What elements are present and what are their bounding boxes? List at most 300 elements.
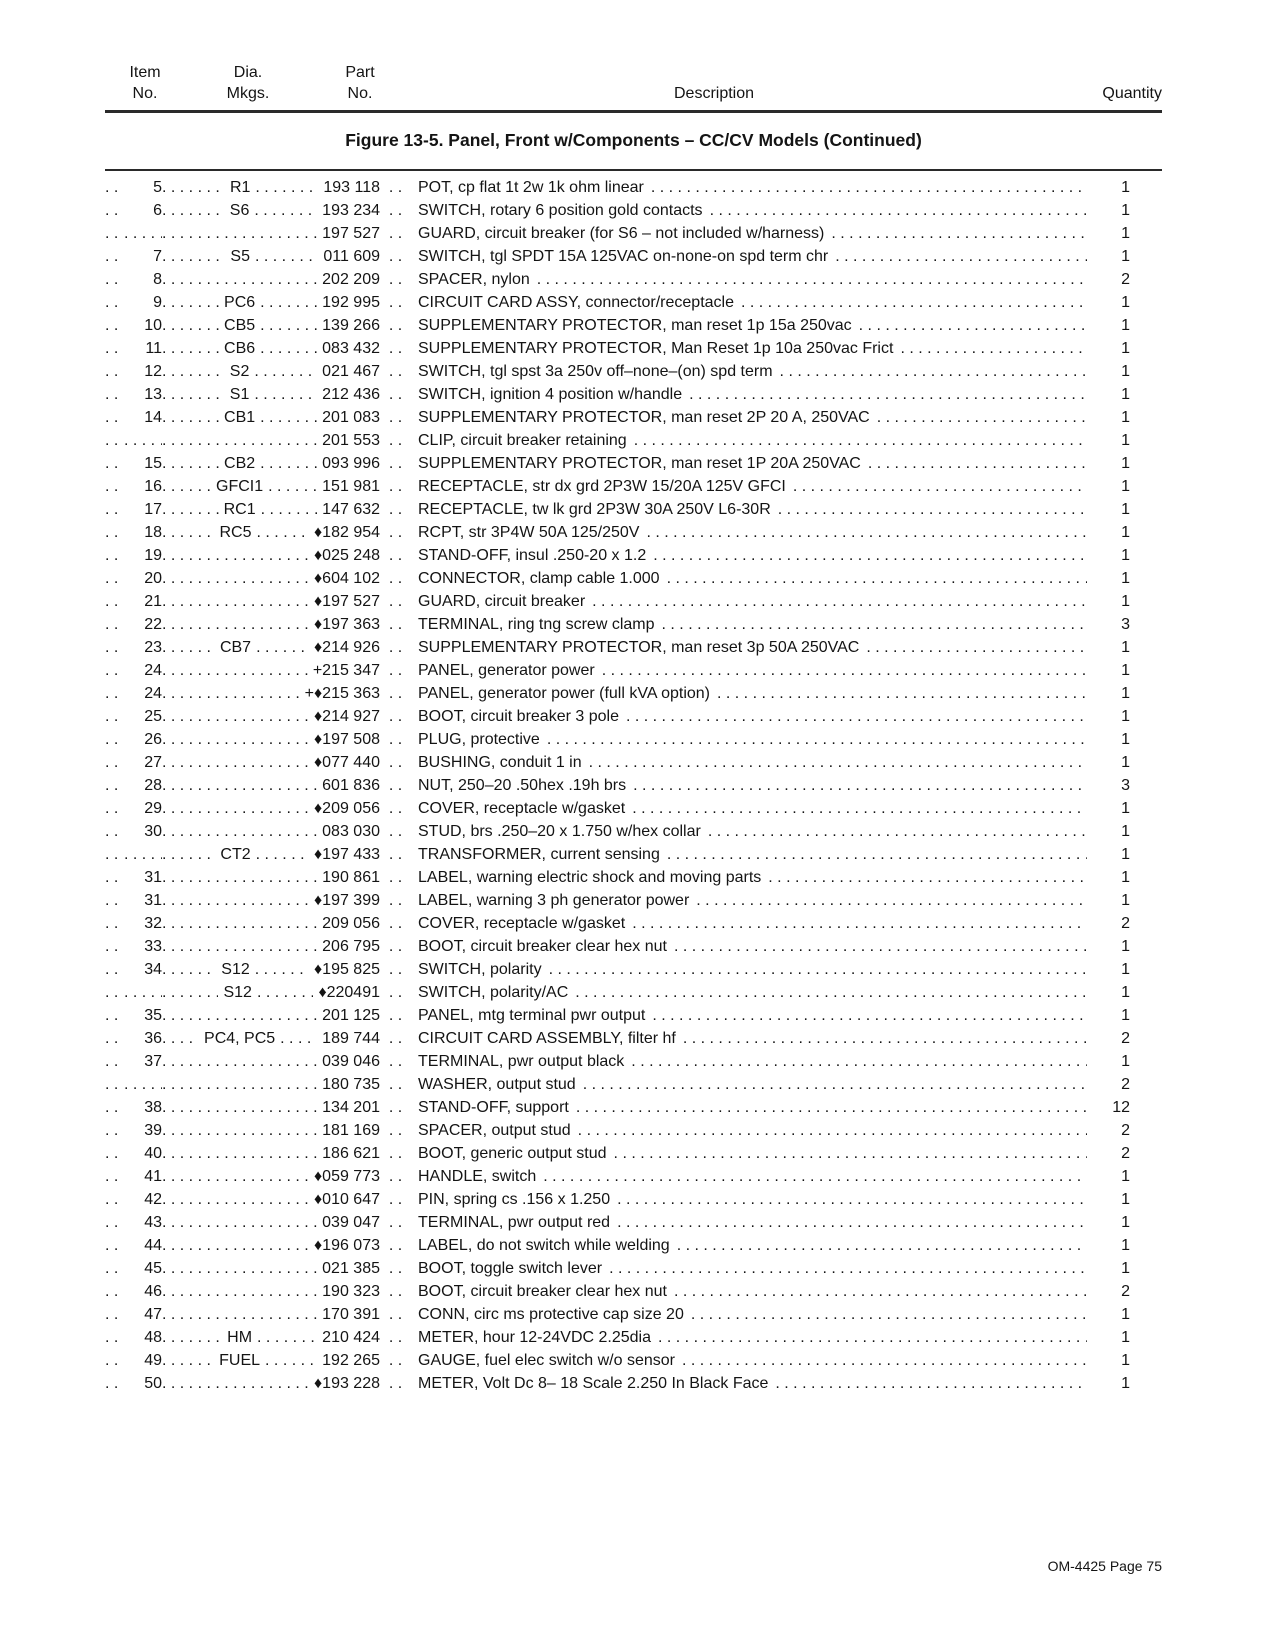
leader-dots — [633, 774, 1087, 797]
quantity: 1 — [1121, 409, 1130, 426]
description: BOOT, circuit breaker 3 pole — [418, 708, 619, 725]
table-row — [105, 659, 1130, 682]
description: SUPPLEMENTARY PROTECTOR, man reset 1P 20A 250VAC — [418, 455, 861, 472]
leader-dots — [162, 383, 225, 406]
row-left-group — [105, 682, 380, 705]
leader-dots — [162, 291, 219, 314]
leader-dots — [662, 613, 1087, 636]
part-no: ♦196 073 — [314, 1237, 380, 1254]
leader-dots — [260, 314, 317, 337]
table-row — [105, 1188, 1130, 1211]
leader-dots — [105, 728, 124, 751]
leader-dots — [868, 452, 1087, 475]
description: TERMINAL, pwr output red — [418, 1214, 611, 1231]
item-no: 5 — [153, 179, 162, 196]
row-left-group — [105, 820, 380, 843]
leader-dots — [280, 1027, 317, 1050]
leader-dots — [162, 337, 219, 360]
col-header-line: Mkgs. — [226, 85, 270, 102]
leader-dots — [105, 751, 124, 774]
dia-mkgs: CB6 — [224, 340, 256, 357]
leader-dots — [105, 452, 124, 475]
description: SWITCH, ignition 4 position w/handle — [418, 386, 683, 403]
separator-dots — [380, 498, 418, 521]
leader-dots — [162, 544, 309, 567]
leader-dots — [162, 912, 317, 935]
separator-dots — [380, 1372, 418, 1395]
separator-dots — [380, 981, 418, 1004]
description: METER, hour 12-24VDC 2.25dia — [418, 1329, 651, 1346]
description: SWITCH, polarity — [418, 961, 542, 978]
item-no: 15 — [144, 455, 162, 472]
leader-dots — [105, 176, 124, 199]
leader-dots — [105, 935, 124, 958]
leader-dots — [105, 268, 124, 291]
description: CIRCUIT CARD ASSY, connector/receptacle — [418, 294, 734, 311]
part-no: ♦197 508 — [314, 731, 380, 748]
leader-dots — [162, 199, 225, 222]
leader-dots — [617, 1188, 1087, 1211]
leader-dots — [162, 1073, 317, 1096]
item-no: 18 — [144, 524, 162, 541]
part-no: 190 861 — [322, 869, 380, 886]
leader-dots — [162, 360, 225, 383]
leader-dots — [105, 912, 124, 935]
item-no: 8 — [153, 271, 162, 288]
table-row — [105, 728, 1130, 751]
leader-dots — [831, 222, 1087, 245]
leader-dots — [683, 1027, 1087, 1050]
table-row — [105, 1165, 1130, 1188]
row-left-group — [105, 1280, 380, 1303]
quantity: 1 — [1121, 1168, 1130, 1185]
description: GAUGE, fuel elec switch w/o sensor — [418, 1352, 675, 1369]
item-no: 38 — [144, 1099, 162, 1116]
row-left-group — [105, 1372, 380, 1395]
row-left-group — [105, 268, 380, 291]
item-no: 31 — [144, 869, 162, 886]
table-row — [105, 1027, 1130, 1050]
quantity: 1 — [1121, 363, 1130, 380]
separator-dots — [380, 452, 418, 475]
leader-dots — [651, 176, 1087, 199]
row-left-group — [105, 521, 380, 544]
leader-dots — [124, 843, 162, 866]
separator-dots — [380, 590, 418, 613]
leader-dots — [162, 222, 317, 245]
table-row — [105, 291, 1130, 314]
quantity: 1 — [1121, 662, 1130, 679]
leader-dots — [583, 1073, 1087, 1096]
description: HANDLE, switch — [418, 1168, 537, 1185]
item-no: 23 — [144, 639, 162, 656]
row-left-group — [105, 1303, 380, 1326]
col-header-dia-mkgs — [208, 62, 288, 104]
description: BOOT, circuit breaker clear hex nut — [418, 1283, 667, 1300]
quantity: 2 — [1121, 1283, 1130, 1300]
item-no: 20 — [144, 570, 162, 587]
leader-dots — [614, 1142, 1087, 1165]
dia-mkgs: CT2 — [220, 846, 251, 863]
separator-dots — [380, 176, 418, 199]
dia-mkgs: PC4, PC5 — [204, 1030, 276, 1047]
description: LABEL, warning 3 ph generator power — [418, 892, 690, 909]
leader-dots — [877, 406, 1087, 429]
row-left-group — [105, 590, 380, 613]
row-left-group — [105, 1073, 380, 1096]
dia-mkgs: CB7 — [219, 639, 252, 656]
leader-dots — [105, 1257, 124, 1280]
leader-dots — [105, 383, 124, 406]
dia-mkgs: RC5 — [219, 524, 252, 541]
leader-dots — [162, 682, 300, 705]
row-left-group — [105, 452, 380, 475]
col-header-description: Description — [673, 85, 755, 102]
leader-dots — [162, 659, 308, 682]
table-row — [105, 1326, 1130, 1349]
leader-dots — [105, 1303, 124, 1326]
quantity: 1 — [1121, 639, 1130, 656]
leader-dots — [105, 889, 124, 912]
table-row — [105, 544, 1130, 567]
part-no: 147 632 — [322, 501, 380, 518]
table-row — [105, 981, 1130, 1004]
part-no: 083 030 — [322, 823, 380, 840]
leader-dots — [254, 199, 317, 222]
col-header-line: Item — [129, 64, 161, 81]
separator-dots — [380, 866, 418, 889]
quantity: 1 — [1121, 179, 1130, 196]
quantity: 1 — [1121, 547, 1130, 564]
item-no: 27 — [144, 754, 162, 771]
leader-dots — [105, 291, 124, 314]
separator-dots — [380, 1096, 418, 1119]
description: LABEL, do not switch while welding — [418, 1237, 670, 1254]
col-header-quantity: Quantity — [1102, 85, 1162, 102]
leader-dots — [162, 1188, 309, 1211]
table-row — [105, 958, 1130, 981]
row-left-group — [105, 797, 380, 820]
row-left-group — [105, 1165, 380, 1188]
description: BOOT, circuit breaker clear hex nut — [418, 938, 667, 955]
separator-dots — [380, 1326, 418, 1349]
quantity: 1 — [1121, 754, 1130, 771]
leader-dots — [162, 429, 317, 452]
leader-dots — [162, 1211, 317, 1234]
item-no: 24 — [144, 662, 162, 679]
description: SUPPLEMENTARY PROTECTOR, man reset 3p 50A 250VAC — [418, 639, 860, 656]
item-no: 32 — [144, 915, 162, 932]
row-left-group — [105, 314, 380, 337]
leader-dots — [162, 1050, 317, 1073]
description: RECEPTACLE, tw lk grd 2P3W 30A 250V L6-30R — [418, 501, 771, 518]
table-row — [105, 1372, 1130, 1395]
row-left-group — [105, 1349, 380, 1372]
table-row — [105, 1280, 1130, 1303]
table-row — [105, 1050, 1130, 1073]
quantity: 1 — [1121, 892, 1130, 909]
separator-dots — [380, 889, 418, 912]
leader-dots — [602, 659, 1087, 682]
quantity: 2 — [1121, 1122, 1130, 1139]
leader-dots — [105, 705, 124, 728]
item-no: 7 — [153, 248, 162, 265]
item-no: 22 — [144, 616, 162, 633]
separator-dots — [380, 544, 418, 567]
leader-dots — [162, 521, 215, 544]
item-no: 39 — [144, 1122, 162, 1139]
leader-dots — [260, 291, 317, 314]
part-no: 021 385 — [322, 1260, 380, 1277]
leader-dots — [105, 1188, 124, 1211]
table-row — [105, 682, 1130, 705]
item-no: 43 — [144, 1214, 162, 1231]
table-row — [105, 176, 1130, 199]
part-no: 039 046 — [322, 1053, 380, 1070]
row-left-group — [105, 1004, 380, 1027]
row-left-group — [105, 176, 380, 199]
description: LABEL, warning electric shock and moving parts — [418, 869, 762, 886]
description: SWITCH, tgl SPDT 15A 125VAC on-none-on spd term chr — [418, 248, 829, 265]
leader-dots — [696, 889, 1087, 912]
table-row — [105, 797, 1130, 820]
part-no: 193 234 — [322, 202, 380, 219]
header-rule — [105, 110, 1162, 113]
separator-dots — [380, 268, 418, 291]
table-row — [105, 360, 1130, 383]
table-row — [105, 1073, 1130, 1096]
item-no: 11 — [145, 340, 162, 357]
leader-dots — [162, 1142, 317, 1165]
separator-dots — [380, 705, 418, 728]
leader-dots — [105, 245, 124, 268]
row-left-group — [105, 935, 380, 958]
leader-dots — [537, 268, 1087, 291]
leader-dots — [124, 981, 162, 1004]
item-no: 50 — [144, 1375, 162, 1392]
part-no: 021 467 — [322, 363, 380, 380]
part-no: 202 209 — [322, 271, 380, 288]
leader-dots — [105, 498, 124, 521]
separator-dots — [380, 774, 418, 797]
description: RCPT, str 3P4W 50A 125/250V — [418, 524, 640, 541]
row-left-group — [105, 291, 380, 314]
separator-dots — [380, 199, 418, 222]
row-left-group — [105, 774, 380, 797]
leader-dots — [255, 176, 318, 199]
leader-dots — [691, 1303, 1087, 1326]
row-left-group — [105, 705, 380, 728]
quantity: 1 — [1121, 340, 1130, 357]
leader-dots — [105, 659, 124, 682]
leader-dots — [105, 843, 124, 866]
leader-dots — [105, 314, 124, 337]
item-no: 36 — [144, 1030, 162, 1047]
separator-dots — [380, 820, 418, 843]
leader-dots — [667, 567, 1087, 590]
table-row — [105, 1119, 1130, 1142]
part-no: 201 553 — [322, 432, 380, 449]
dia-mkgs: FUEL — [219, 1352, 261, 1369]
separator-dots — [380, 636, 418, 659]
row-left-group — [105, 613, 380, 636]
table-column-headers — [105, 60, 1162, 108]
description: WASHER, output stud — [418, 1076, 576, 1093]
row-left-group — [105, 1096, 380, 1119]
leader-dots — [105, 820, 124, 843]
quantity: 1 — [1121, 1053, 1130, 1070]
item-no: 37 — [144, 1053, 162, 1070]
table-row — [105, 866, 1130, 889]
separator-dots — [380, 429, 418, 452]
row-left-group — [105, 958, 380, 981]
row-left-group — [105, 222, 380, 245]
leader-dots — [634, 429, 1087, 452]
quantity: 1 — [1121, 294, 1130, 311]
quantity: 1 — [1121, 478, 1130, 495]
description: SPACER, nylon — [418, 271, 530, 288]
description: STUD, brs .250–20 x 1.750 w/hex collar — [418, 823, 701, 840]
row-left-group — [105, 1050, 380, 1073]
table-row — [105, 452, 1130, 475]
dia-mkgs: HM — [227, 1329, 253, 1346]
leader-dots — [780, 360, 1087, 383]
table-row — [105, 475, 1130, 498]
leader-dots — [162, 843, 215, 866]
table-row — [105, 222, 1130, 245]
row-left-group — [105, 245, 380, 268]
leader-dots — [717, 682, 1087, 705]
leader-dots — [124, 222, 162, 245]
col-header-line: Part — [345, 64, 375, 81]
quantity: 1 — [1121, 1260, 1130, 1277]
dia-mkgs: S2 — [229, 363, 250, 380]
leader-dots — [162, 314, 219, 337]
item-no: 47 — [144, 1306, 162, 1323]
leader-dots — [162, 590, 309, 613]
leader-dots — [124, 1073, 162, 1096]
leader-dots — [105, 406, 124, 429]
item-no: 10 — [144, 317, 162, 334]
leader-dots — [162, 728, 309, 751]
description: PANEL, generator power — [418, 662, 595, 679]
leader-dots — [162, 705, 309, 728]
leader-dots — [105, 1050, 124, 1073]
leader-dots — [105, 1165, 124, 1188]
part-no: 189 744 — [322, 1030, 380, 1047]
separator-dots — [380, 1349, 418, 1372]
leader-dots — [124, 429, 162, 452]
description: COVER, receptacle w/gasket — [418, 800, 626, 817]
quantity: 1 — [1121, 1191, 1130, 1208]
quantity: 1 — [1121, 938, 1130, 955]
quantity: 1 — [1121, 386, 1130, 403]
row-left-group — [105, 1326, 380, 1349]
leader-dots — [162, 866, 317, 889]
quantity: 1 — [1121, 202, 1130, 219]
leader-dots — [162, 1165, 309, 1188]
quantity: 1 — [1121, 455, 1130, 472]
leader-dots — [105, 1119, 124, 1142]
separator-dots — [380, 1027, 418, 1050]
separator-dots — [380, 659, 418, 682]
leader-dots — [105, 475, 124, 498]
part-no: 601 836 — [322, 777, 380, 794]
row-left-group — [105, 843, 380, 866]
description: SPACER, output stud — [418, 1122, 571, 1139]
description: NUT, 250–20 .50hex .19h brs — [418, 777, 627, 794]
table-row — [105, 774, 1130, 797]
description: TRANSFORMER, current sensing — [418, 846, 660, 863]
page-footer: OM-4425 Page 75 — [1047, 1558, 1162, 1574]
leader-dots — [162, 452, 219, 475]
row-left-group — [105, 360, 380, 383]
quantity: 1 — [1121, 524, 1130, 541]
part-no: 186 621 — [322, 1145, 380, 1162]
leader-dots — [105, 1211, 124, 1234]
separator-dots — [380, 1165, 418, 1188]
leader-dots — [162, 889, 309, 912]
part-no: 197 527 — [322, 225, 380, 242]
leader-dots — [162, 797, 309, 820]
row-left-group — [105, 866, 380, 889]
separator-dots — [380, 475, 418, 498]
quantity: 1 — [1121, 961, 1130, 978]
separator-dots — [380, 314, 418, 337]
leader-dots — [162, 1027, 199, 1050]
col-header-item-no — [110, 62, 180, 104]
item-no: 9 — [153, 294, 162, 311]
title-rule — [105, 169, 1162, 171]
leader-dots — [162, 406, 219, 429]
leader-dots — [105, 360, 124, 383]
leader-dots — [162, 1280, 317, 1303]
row-left-group — [105, 1188, 380, 1211]
separator-dots — [380, 1211, 418, 1234]
table-row — [105, 636, 1130, 659]
quantity: 2 — [1121, 1145, 1130, 1162]
row-left-group — [105, 728, 380, 751]
item-no: 34 — [144, 961, 162, 978]
separator-dots — [380, 1073, 418, 1096]
dia-mkgs: PC6 — [224, 294, 256, 311]
leader-dots — [105, 337, 124, 360]
part-no: ♦182 954 — [314, 524, 380, 541]
separator-dots — [380, 222, 418, 245]
table-row — [105, 889, 1130, 912]
leader-dots — [105, 958, 124, 981]
leader-dots — [162, 1004, 317, 1027]
leader-dots — [105, 429, 124, 452]
row-left-group — [105, 912, 380, 935]
leader-dots — [162, 567, 309, 590]
table-row — [105, 1303, 1130, 1326]
leader-dots — [682, 1349, 1087, 1372]
part-no: ♦220491 — [318, 984, 380, 1001]
part-no: ♦604 102 — [314, 570, 380, 587]
row-left-group — [105, 1027, 380, 1050]
quantity: 12 — [1112, 1099, 1130, 1116]
table-row — [105, 751, 1130, 774]
leader-dots — [162, 774, 317, 797]
description: CONN, circ ms protective cap size 20 — [418, 1306, 684, 1323]
dia-mkgs: S12 — [223, 984, 252, 1001]
leader-dots — [631, 1050, 1087, 1073]
separator-dots — [380, 406, 418, 429]
leader-dots — [255, 958, 309, 981]
item-no: 31 — [144, 892, 162, 909]
description: RECEPTACLE, str dx grd 2P3W 15/20A 125V GFCI — [418, 478, 786, 495]
